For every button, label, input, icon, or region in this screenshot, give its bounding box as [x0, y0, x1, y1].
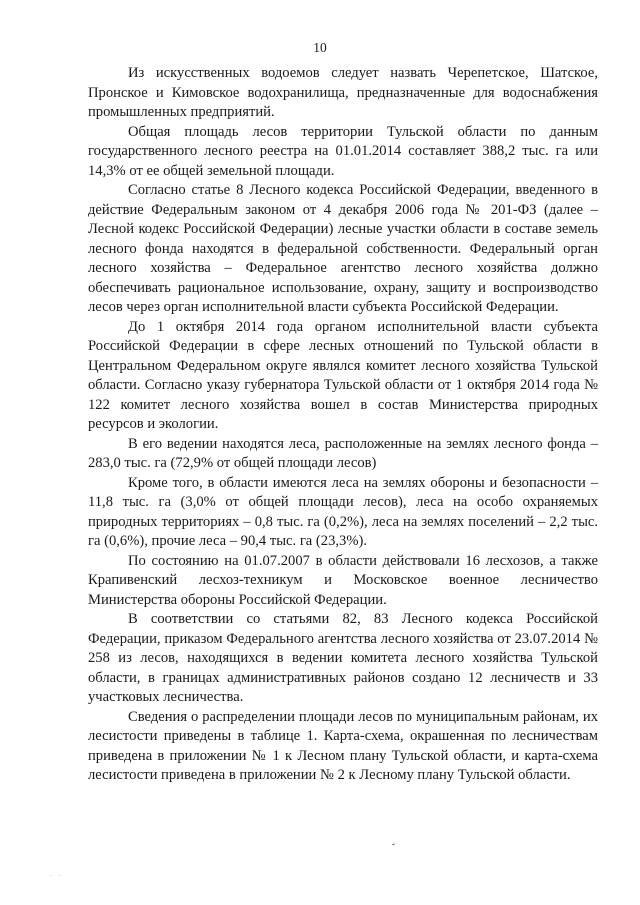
document-body: [88, 64, 598, 786]
scan-artifact: · ·: [50, 872, 63, 880]
paragraph-forest-fund: В его ведении находятся леса, расположенные на землях лесного фонда – 283,0 тыс. га (72,9% от общей площади лесов): [88, 435, 598, 471]
paragraph-leskhozes: По состоянию на 01.07.2007 в области действовали 16 лесхозов, а также Крапивенский лесхоз-техникум и Московское военное лесничество Министерства обороны Российской Федерации.: [88, 552, 598, 608]
paragraph-distribution: Сведения о распределении площади лесов по муниципальным районам, их лесистости приведены в таблице 1. Карта-схема, окрашенная по лесничествам приведена в приложении № 1 к Лесном плану Тульской области, и карта-схема лесистости приведена в приложении № 2 к Лесному плану Тульской области.: [88, 708, 598, 783]
paragraph-forestries: В соответствии со статьями 82, 83 Лесного кодекса Российской Федерации, приказом Федерального агентства лесного хозяйства от 23.07.2014 № 258 из лесов, находящихся в ведении комитета лесного хозяйства Тульской области, в границах административных районов создано 12 лесничеств и 33 участковых лесничества.: [88, 611, 598, 705]
paragraph-forestry-committee: До 1 октября 2014 года органом исполнительной власти субъекта Российской Федерации в сфере лесных отношений по Тульской области в Центральном Федеральном округе являлся комитет лесного хозяйства Тульской области. Согласно указу губернатора Тульской области от 1 октября 2014 года № 122 комитет лесного хозяйства вошел в состав Министерства природных ресурсов и экологии.: [88, 318, 598, 432]
paragraph-forest-code: Согласно статье 8 Лесного кодекса Российской Федерации, введенного в действие Федеральным законом от 4 декабря 2006 года № 201-ФЗ (далее – Лесной кодекс Российской Федерации) лесные участки области в составе земель лесного фонда находятся в федеральной собственности. Федеральный орган лесного хозяйства – Федеральное агентство лесного хозяйства должно обеспечивать рациональное использование, охрану, защиту и воспроизводство лесов через орган исполнительной власти субъекта Российской Федерации.: [88, 182, 598, 315]
paragraph-other-lands: Кроме того, в области имеются леса на землях обороны и безопасности – 11,8 тыс. га (3,0% от общей площади лесов), леса на особо охраняемых природных территориях – 0,8 тыс. га (0,2%), леса на землях поселений – 2,2 тыс. га (0,6%), прочие леса – 90,4 тыс. га (23,3%).: [88, 474, 598, 549]
page-number: 10: [313, 40, 327, 55]
paragraph-forest-area: Общая площадь лесов территории Тульской области по данным государственного лесного реестра на 01.01.2014 составляет 388,2 тыс. га или 14,3% от ее общей земельной площади.: [88, 123, 598, 179]
stray-mark: ˇ: [390, 842, 401, 855]
paragraph-reservoirs: Из искусственных водоемов следует назвать Черепетское, Шатское, Пронское и Кимовское водохранилища, предназначенные для водоснабжения промышленных предприятий.: [88, 65, 598, 120]
